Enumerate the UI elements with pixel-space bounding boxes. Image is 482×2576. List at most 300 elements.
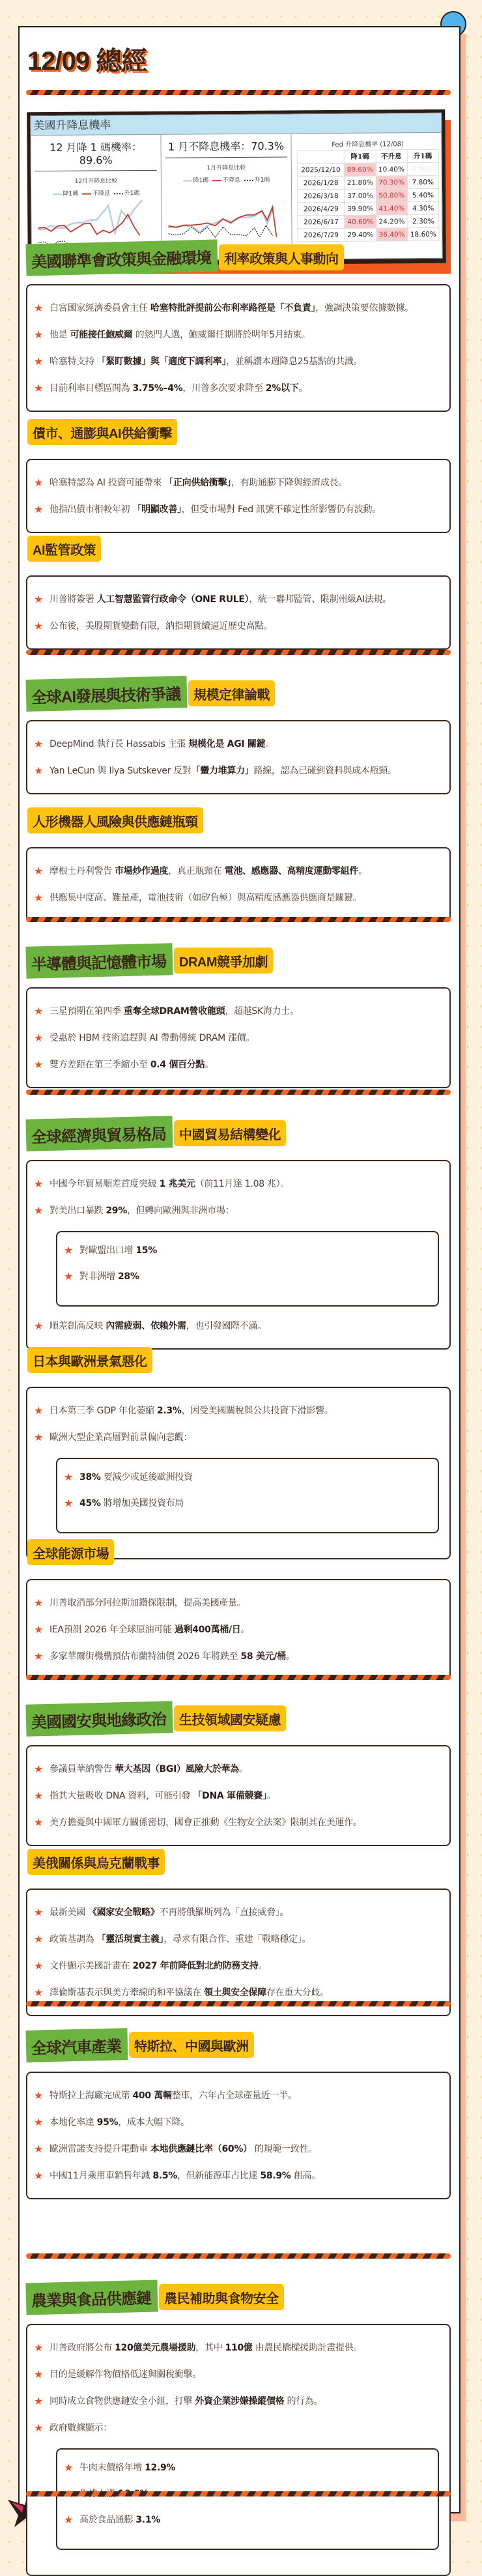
content-box (26, 1579, 451, 1680)
item-emphasis: 哈塞特批評提前公布利率路徑是「不負責」 (150, 303, 316, 313)
item-emphasis: 3.1% (135, 2515, 160, 2525)
item-text (50, 476, 347, 489)
section-main-tag: 美國聯準會政策與金融環境 (25, 239, 218, 276)
item-text (50, 328, 311, 341)
section-heading (26, 1701, 451, 1736)
table-header: 不升息 (376, 150, 407, 163)
item-text (50, 2143, 317, 2156)
item-text (50, 1597, 246, 1610)
legend-cut: 降1碼 (63, 190, 79, 197)
item-emphasis: 38% (79, 1472, 101, 1483)
item-emphasis: 58 美元/桶 (240, 1651, 286, 1662)
section-us-security (26, 1701, 451, 1846)
stripe-divider (26, 650, 451, 655)
item-text-part: 由農民橋樑援助計畫提供。 (252, 2343, 363, 2353)
stripe-divider (26, 90, 451, 95)
item-text (50, 1623, 249, 1636)
section-auto-industry (26, 2027, 451, 2199)
item-text-part: 歐洲大型企業高層對前景偏向悲觀： (50, 1432, 193, 1443)
star-bullet-icon: ★ (34, 1178, 44, 1190)
star-bullet-icon: ★ (34, 865, 44, 877)
star-bullet-icon: ★ (34, 1763, 44, 1775)
list-item (64, 1497, 431, 1510)
list-item (34, 1320, 443, 1333)
star-bullet-icon: ★ (64, 2461, 74, 2474)
star-bullet-icon: ★ (64, 1270, 74, 1282)
list-item (64, 1270, 431, 1283)
star-bullet-icon: ★ (34, 1320, 44, 1332)
list-item (34, 328, 443, 341)
item-text-part: 。 (298, 383, 308, 394)
content-box (26, 1889, 451, 2016)
list-item (34, 382, 443, 395)
table-cell: 5.40% (407, 188, 438, 201)
table-row (298, 188, 439, 203)
table-cell: 2026/4/29 (298, 202, 345, 216)
list-item (64, 2461, 431, 2474)
item-text-part: 指其大量吸收 DNA 資料，可能引發 (50, 1791, 193, 1801)
item-text-part: 對美出口暴跌 (50, 1206, 106, 1216)
item-text (50, 2395, 322, 2408)
item-text-part: ，強調決策要依據數據。 (315, 303, 414, 313)
item-text (50, 2341, 362, 2354)
star-bullet-icon: ★ (34, 1404, 44, 1417)
star-bullet-icon: ★ (34, 891, 44, 904)
list-item (34, 1005, 443, 1018)
item-text (79, 1270, 139, 1283)
item-emphasis: 可能接任鮑威爾 (70, 330, 133, 340)
stripe-divider (26, 1090, 451, 1095)
item-emphasis: 45% (79, 1498, 101, 1509)
section-heading (26, 240, 451, 275)
table-header: 降1碼 (344, 150, 375, 163)
list-item (34, 1986, 443, 1999)
content-box (26, 720, 451, 794)
star-bullet-icon: ★ (34, 1789, 44, 1802)
item-text-part: 高於食品通膨 (79, 2515, 136, 2525)
table-cell: 50.80% (376, 189, 407, 202)
item-emphasis: 400 萬輛 (132, 2091, 172, 2101)
content-box (26, 1160, 451, 1350)
star-bullet-icon: ★ (34, 2395, 44, 2407)
star-bullet-icon: ★ (34, 593, 44, 605)
item-text-part: 歐洲雷諾支持提升電動車 (50, 2144, 150, 2154)
item-text (50, 593, 391, 606)
item-text-part: 特斯拉上海廠完成第 (50, 2091, 133, 2101)
star-bullet-icon: ★ (34, 1032, 44, 1044)
list-item (34, 1906, 443, 1919)
section-bond-inflation-ai (26, 414, 451, 533)
item-text (50, 2169, 320, 2182)
fed-probability-table (296, 137, 439, 242)
list-item (34, 1597, 443, 1610)
item-text-part: 政策基調為 (50, 1934, 97, 1945)
list-item (64, 1471, 431, 1484)
section-sub-tag: AI監管政策 (27, 536, 101, 562)
item-emphasis: 58.9% (260, 2171, 291, 2181)
list-item (34, 1763, 443, 1776)
star-bullet-icon: ★ (34, 1058, 44, 1071)
table-cell: 21.80% (345, 176, 376, 189)
legend-hike: 升1碼 (254, 177, 270, 184)
list-item (34, 2116, 443, 2129)
list-item (34, 1623, 443, 1636)
item-text-part: ，真正瓶頸在 (168, 866, 225, 876)
item-text-part: ，有助通膨下降與經濟成長。 (231, 478, 347, 488)
table-cell: 24.20% (376, 215, 407, 228)
item-text (79, 2461, 175, 2474)
item-text (79, 1497, 184, 1510)
list-item (34, 593, 443, 606)
table-cell: 2026/3/18 (298, 189, 345, 203)
list-item (34, 764, 443, 777)
star-bullet-icon: ★ (64, 1497, 74, 1509)
star-bullet-icon: ★ (34, 382, 44, 394)
item-text-part: 存在重大分歧。 (266, 1988, 329, 1998)
item-text (50, 1650, 295, 1663)
section-heading (26, 1342, 451, 1378)
item-text-part: ，並稱讚本週降息25基點的共識。 (226, 356, 363, 367)
item-emphasis: 2027 年前降低對北約防務支持 (132, 1961, 259, 1971)
item-text-part: 的規範一致性。 (251, 2144, 317, 2154)
section-us-russia (26, 1844, 451, 2016)
item-text (50, 1906, 289, 1919)
section-ai-regulation (26, 531, 451, 650)
section-energy (26, 1535, 451, 1680)
table-cell: 70.30% (376, 176, 407, 189)
legend-hold: 不降息 (92, 190, 111, 197)
item-text-part: ，因受美國關稅與公共投資下滑影響。 (181, 1406, 333, 1416)
item-text-part: 川普政府將公布 (50, 2343, 115, 2353)
item-emphasis: 28% (117, 1271, 139, 1282)
nested-box (56, 2448, 439, 2550)
table-cell: 29.40% (345, 228, 376, 241)
section-sub-tag: 全球能源市場 (27, 1539, 114, 1565)
item-text-part: 他是 (50, 330, 70, 340)
item-text-part: ，但受市場對 Fed 訊號不確定性所影響仍有波動。 (181, 504, 381, 515)
list-item (34, 1650, 443, 1663)
star-bullet-icon: ★ (34, 620, 44, 632)
item-text-part: ，超越SK海力士。 (225, 1006, 299, 1017)
star-bullet-icon: ★ (34, 2341, 44, 2354)
section-sub-tag: 債市、通膨與AI供給衝擊 (27, 419, 177, 445)
list-item (64, 1244, 431, 1257)
item-text-part: 公布後，美股期貨變動有限，納指期貨續逼近歷史高點。 (50, 621, 273, 631)
section-sub-tag: 中國貿易結構變化 (174, 1120, 286, 1146)
list-item (34, 302, 443, 315)
item-text-part: 目的是緩解作物價格低迷與關稅衝擊。 (50, 2369, 201, 2380)
item-emphasis: 3.75%–4% (132, 383, 183, 394)
item-text-part: 哈塞特支持 (50, 356, 97, 367)
section-heading (26, 1844, 451, 1879)
item-text (50, 2368, 201, 2381)
item-emphasis: 華大基因（BGI）風險大於華為 (115, 1764, 239, 1774)
item-text-part: 路線，認為已碰到資料與成本瓶頸。 (253, 766, 397, 776)
item-emphasis: 內需疲弱、依賴外需 (106, 1321, 186, 1331)
panel-headline: 12 月降 1 碼機率：89.6% (35, 139, 156, 171)
item-text-part: 的熱門人選，鮑威爾任期將於明年5月結束。 (132, 330, 311, 340)
item-text-part: 澤倫斯基表示與美方牽線的和平協議在 (50, 1988, 205, 1998)
item-text (79, 1244, 157, 1257)
section-sub-tag: 美俄關係與烏克蘭戰事 (27, 1849, 165, 1875)
item-text-part: 多家華爾街機構預估布蘭特油價 2026 年將跌至 (50, 1651, 241, 1662)
content-box (26, 847, 451, 921)
table-cell: 41.40% (376, 202, 407, 215)
section-heading (26, 2027, 451, 2062)
list-item (34, 2089, 443, 2102)
item-text-part: 牛肉末價格年增 (79, 2463, 145, 2473)
item-text-part: 本地化率達 (50, 2117, 97, 2128)
item-text-part: 順差創高反映 (50, 1321, 106, 1331)
star-bullet-icon: ★ (64, 1471, 74, 1483)
star-bullet-icon: ★ (34, 764, 44, 777)
item-emphasis: 95% (96, 2117, 119, 2128)
item-emphasis: 29% (106, 1206, 127, 1216)
item-text-part: ，成本大幅下降。 (118, 2117, 190, 2128)
stripe-divider (26, 2253, 451, 2259)
item-text-part: 對非洲增 (79, 1271, 118, 1282)
list-item (34, 1058, 443, 1071)
item-text (50, 865, 367, 878)
legend-hold: 不降息 (222, 177, 240, 184)
content-box (26, 459, 451, 533)
section-main-tag: 全球汽車產業 (25, 2028, 128, 2062)
list-item (34, 503, 443, 516)
item-text (50, 891, 362, 904)
list-item (34, 2143, 443, 2156)
section-sub-tag: 生技領域國安疑慮 (174, 1705, 286, 1731)
section-sub-tag: 利率政策與人事動向 (219, 244, 344, 270)
table-header: 升1碼 (407, 149, 438, 162)
section-main-tag: 美國國安與地緣政治 (25, 1701, 173, 1736)
table-row (297, 162, 438, 177)
table-cell: 18.60% (408, 227, 439, 240)
content-box (26, 2072, 451, 2199)
item-emphasis: 「緊盯數據」與「適度下調利率」 (96, 356, 227, 367)
star-bullet-icon: ★ (34, 1204, 44, 1217)
content-box (26, 575, 451, 650)
item-text-part: 政府數據顯示： (50, 2423, 112, 2433)
section-heading (26, 2279, 451, 2315)
star-bullet-icon: ★ (34, 2169, 44, 2182)
star-bullet-icon: ★ (64, 1244, 74, 1256)
item-emphasis: 領土與安全保障 (204, 1988, 266, 1998)
list-item (34, 2368, 443, 2381)
list-item (64, 2513, 431, 2526)
item-text (50, 2089, 297, 2102)
item-text (50, 1431, 192, 1444)
item-text-part: 。 (205, 1060, 214, 1070)
star-bullet-icon: ★ (34, 738, 44, 750)
item-text (50, 1789, 276, 1802)
item-text (50, 1933, 311, 1946)
item-text (50, 1178, 289, 1191)
list-item (34, 1178, 443, 1191)
list-item (34, 2169, 443, 2182)
item-text (50, 382, 307, 395)
list-item (34, 2341, 443, 2354)
item-text-part: ，其中 (195, 2343, 225, 2353)
item-text-part: 。 (258, 1961, 268, 1971)
star-bullet-icon: ★ (34, 1597, 44, 1609)
item-text (50, 503, 381, 516)
star-bullet-icon: ★ (34, 2368, 44, 2381)
star-bullet-icon: ★ (34, 503, 44, 515)
item-text (50, 2116, 190, 2129)
item-text (50, 1763, 248, 1776)
item-text-part: 中國11月乘用車銷售年減 (50, 2171, 153, 2181)
panel-legend (165, 175, 287, 184)
item-text-part: 供應集中度高、難量產，電池技術（如矽負極）與高精度感應器供應商是關鍵。 (50, 893, 362, 903)
section-heading (26, 1535, 451, 1570)
item-text-part: 。 (358, 866, 367, 876)
item-text-part: 。 (240, 1625, 250, 1635)
item-emphasis: 12.9% (145, 2463, 176, 2473)
star-bullet-icon: ★ (34, 302, 44, 314)
table-header (297, 150, 344, 164)
item-text-part: 。 (266, 1791, 276, 1801)
chart-header: 美國升降息機率 (31, 113, 441, 136)
item-text-part: 最新美國 (50, 1907, 88, 1918)
star-bullet-icon: ★ (64, 2513, 74, 2526)
item-text-part: DeepMind 執行長 Hassabis 主張 (50, 739, 189, 749)
item-text-part: IEA預測 2026 年全球原油可能 (50, 1625, 175, 1635)
star-bullet-icon: ★ (34, 2422, 44, 2434)
item-text-part: 日本第三季 GDP 年化萎縮 (50, 1406, 157, 1416)
item-text (79, 1471, 193, 1484)
star-bullet-icon: ★ (34, 1623, 44, 1636)
item-emphasis: 2%以下 (265, 383, 299, 394)
table-cell: 10.40% (376, 163, 407, 176)
item-text (50, 1204, 234, 1217)
item-text-part: 哈塞特認為 AI 投資可能帶來 (50, 478, 165, 488)
star-bullet-icon: ★ (34, 1933, 44, 1945)
item-emphasis: 15% (135, 1245, 157, 1256)
list-item (34, 2422, 443, 2435)
nested-box (56, 1458, 439, 1533)
list-item (34, 1032, 443, 1045)
section-humanoid-robots (26, 803, 451, 921)
item-text-part: Yan LeCun 與 Ilya Sutskever 反對 (50, 766, 191, 776)
section-sub-tag: 農民補助與食物安全 (159, 2284, 284, 2310)
star-bullet-icon: ★ (34, 1816, 44, 1829)
item-emphasis: 本地供應鏈比率（60%） (150, 2144, 252, 2154)
table-cell: 39.90% (345, 202, 376, 215)
list-item (34, 865, 443, 878)
list-item (34, 1431, 443, 1444)
stripe-divider (26, 2001, 451, 2006)
list-item (34, 891, 443, 904)
item-emphasis: 電池、感應器、高精度運動零組件 (224, 866, 359, 876)
panel-subtitle: 12月升降息比較 (74, 178, 118, 185)
star-bullet-icon: ★ (34, 476, 44, 489)
list-item (34, 1404, 443, 1417)
section-main-tag: 半導體與記憶體市場 (25, 943, 173, 978)
item-text-part: 目前利率目標區間為 (50, 383, 133, 394)
item-text-part: ，也引發國際不滿。 (186, 1321, 266, 1331)
panel-legend (35, 188, 157, 197)
table-cell: 7.80% (407, 175, 438, 188)
item-text (50, 1986, 329, 1999)
list-item (34, 738, 443, 751)
table-cell: 4.30% (407, 201, 438, 214)
item-text-part: 白宮國家經濟委員會主任 (50, 303, 150, 313)
item-emphasis: 「DNA 軍備競賽」 (193, 1791, 267, 1801)
star-bullet-icon: ★ (34, 1960, 44, 1972)
list-item (34, 1789, 443, 1802)
item-text-part: 整車，六年占全球產量近一半。 (171, 2091, 297, 2101)
table-cell: 0.00% (407, 162, 438, 175)
item-text (50, 302, 414, 315)
legend-cut: 降1碼 (193, 177, 209, 184)
item-text-part: 川普取消部分阿拉斯加鑽探限制，提高美國產量。 (50, 1598, 246, 1608)
star-bullet-icon: ★ (34, 1650, 44, 1662)
item-emphasis: 120億美元農場援助 (115, 2343, 196, 2353)
item-text (50, 1320, 266, 1333)
table-cell: 37.00% (345, 189, 376, 202)
list-item (34, 1204, 443, 1217)
item-emphasis: 2.3% (156, 1406, 182, 1416)
item-text-part: 要減少或延後歐洲投資 (100, 1472, 193, 1483)
item-text (79, 2513, 160, 2526)
item-emphasis: 外資企業涉嫌操縱價格 (195, 2396, 285, 2407)
item-text (50, 1058, 214, 1071)
item-emphasis: 《國家安全戰略》 (87, 1907, 160, 1918)
item-emphasis: 「蠻力堆算力」 (191, 766, 254, 776)
content-box (26, 1387, 451, 1559)
section-sub-tag: 特斯拉、中國與歐洲 (129, 2032, 254, 2058)
item-text-part: 受惠於 HBM 技術追趕與 AI 帶動傳統 DRAM 漲價。 (50, 1033, 255, 1043)
item-text-part: 雙方差距在第三季縮小至 (50, 1060, 150, 1070)
star-bullet-icon: ★ (34, 1906, 44, 1918)
content-box (26, 284, 451, 412)
item-emphasis: 重奪全球DRAM營收龍頭 (123, 1006, 225, 1017)
item-emphasis: 「明顯改善」 (132, 504, 182, 515)
section-main-tag: 全球AI發展與技術爭議 (25, 675, 187, 711)
section-sub-tag: 人形機器人風險與供應鏈瓶頸 (27, 807, 203, 833)
chart-inner (30, 113, 443, 261)
stripe-divider (26, 1675, 451, 1680)
content-box (26, 987, 451, 1088)
item-text (50, 1960, 267, 1973)
item-text (50, 355, 362, 368)
table-cell: 2025/12/10 (297, 163, 344, 177)
section-global-trade (26, 1116, 451, 1350)
section-agriculture (26, 2279, 451, 2576)
item-text-part: 創高。 (291, 2171, 320, 2181)
item-text (50, 2422, 112, 2435)
item-text (50, 620, 273, 633)
item-emphasis: 110億 (225, 2343, 253, 2353)
table-caption: Fed 升降息機率 (12/08) (332, 141, 404, 149)
table-row (298, 201, 439, 216)
star-bullet-icon: ★ (34, 355, 44, 368)
list-item (34, 1933, 443, 1946)
section-sub-tag: 日本與歐洲景氣惡化 (27, 1347, 152, 1373)
table-cell: 2.30% (408, 214, 439, 227)
item-text (50, 1404, 333, 1417)
star-bullet-icon: ★ (34, 2143, 44, 2155)
item-emphasis: 人工智慧監管行政命令（ONE RULE） (96, 594, 249, 605)
item-text (50, 1032, 255, 1045)
table-cell: 2026/7/29 (298, 228, 345, 242)
item-text-part: ，尋求有限合作、重建「戰略穩定」。 (163, 1934, 311, 1945)
section-heading (26, 943, 451, 978)
item-text-part: （前11月達 1.08 兆）。 (195, 1179, 290, 1189)
section-heading (26, 531, 451, 566)
item-text-part: 。 (265, 739, 274, 749)
table-cell: 89.60% (345, 163, 376, 176)
